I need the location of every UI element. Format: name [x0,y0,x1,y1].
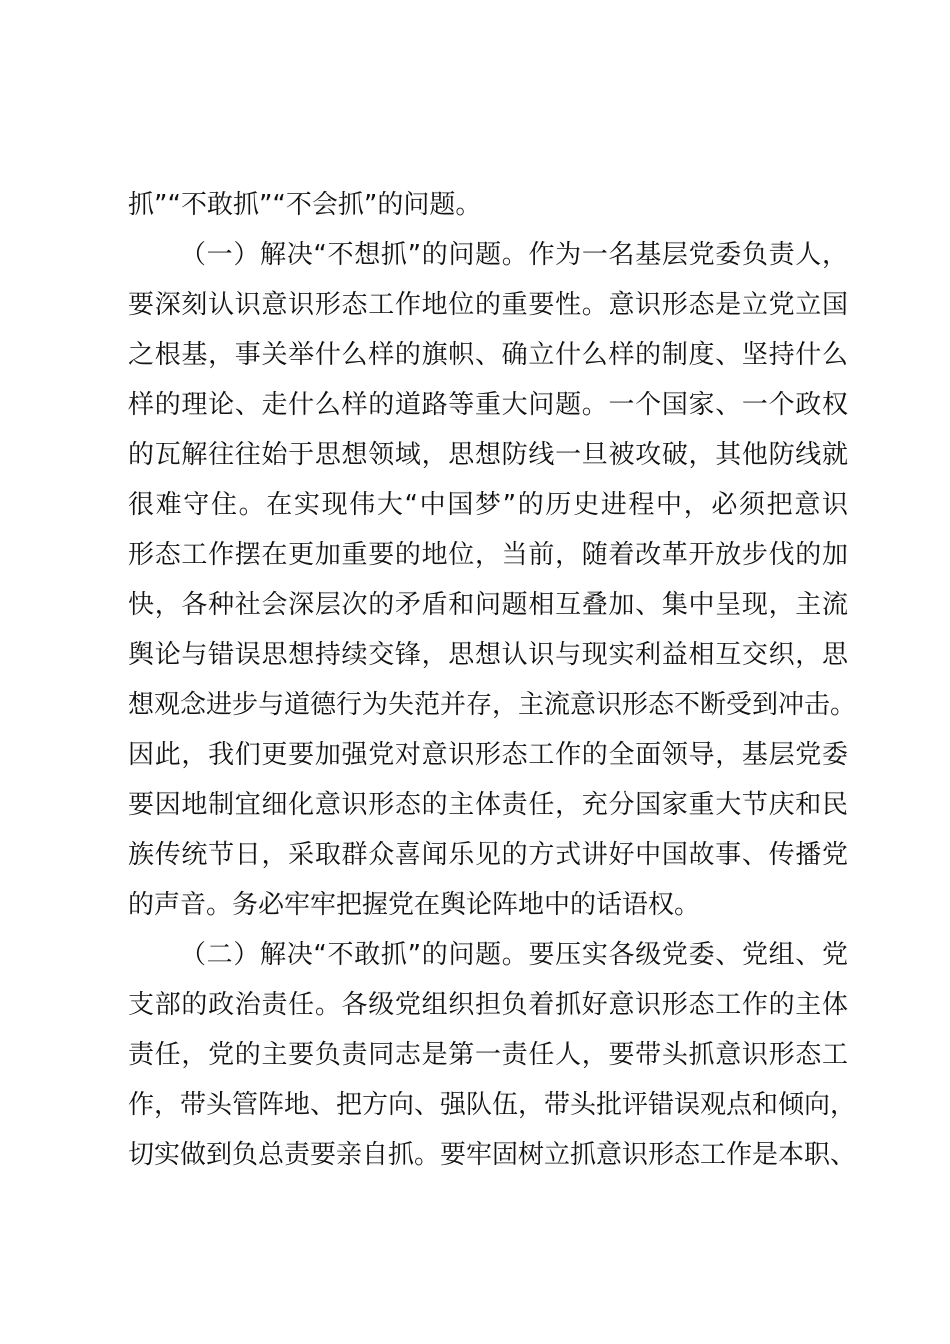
text-line: 很难守住。在实现伟大“中国梦”的历史进程中，必须把意识 [128,490,848,520]
text-line: 要因地制宜细化意识形态的主体责任，充分国家重大节庆和民 [128,790,848,820]
text-line: 要深刻认识意识形态工作地位的重要性。意识形态是立党立国 [128,290,848,320]
text-line: 之根基，事关举什么样的旗帜、确立什么样的制度、坚持什么 [128,340,848,370]
text-line: 的瓦解往往始于思想领域，思想防线一旦被攻破，其他防线就 [128,440,848,470]
text-line: 快，各种社会深层次的矛盾和问题相互叠加、集中呈现，主流 [128,590,848,620]
text-line: 样的理论、走什么样的道路等重大问题。一个国家、一个政权 [128,390,848,420]
paragraph-2-heading-line: （二）解决“不敢抓”的问题。要压实各级党委、党组、党 [180,940,848,970]
text-line: 切实做到负总责要亲自抓。要牢固树立抓意识形态工作是本职、 [128,1140,857,1170]
text-line: 抓”“不敢抓”“不会抓”的问题。 [128,190,482,220]
text-line: 因此，我们更要加强党对意识形态工作的全面领导，基层党委 [128,740,848,770]
paragraph-1-heading-line: （一）解决“不想抓”的问题。作为一名基层党委负责人， [180,240,848,270]
document-body [128,180,857,1180]
text-line: 责任，党的主要负责同志是第一责任人，要带头抓意识形态工 [128,1040,848,1070]
text-line: 的声音。务必牢牢把握党在舆论阵地中的话语权。 [128,890,701,920]
text-line: 支部的政治责任。各级党组织担负着抓好意识形态工作的主体 [128,990,848,1020]
text-line: 想观念进步与道德行为失范并存，主流意识形态不断受到冲击。 [128,690,857,720]
text-line: 作，带头管阵地、把方向、强队伍，带头批评错误观点和倾向， [128,1090,857,1120]
text-line: 舆论与错误思想持续交锋，思想认识与现实利益相互交织，思 [128,640,848,670]
text-line: 族传统节日，采取群众喜闻乐见的方式讲好中国故事、传播党 [128,840,848,870]
text-line: 形态工作摆在更加重要的地位，当前，随着改革开放步伐的加 [128,540,848,570]
